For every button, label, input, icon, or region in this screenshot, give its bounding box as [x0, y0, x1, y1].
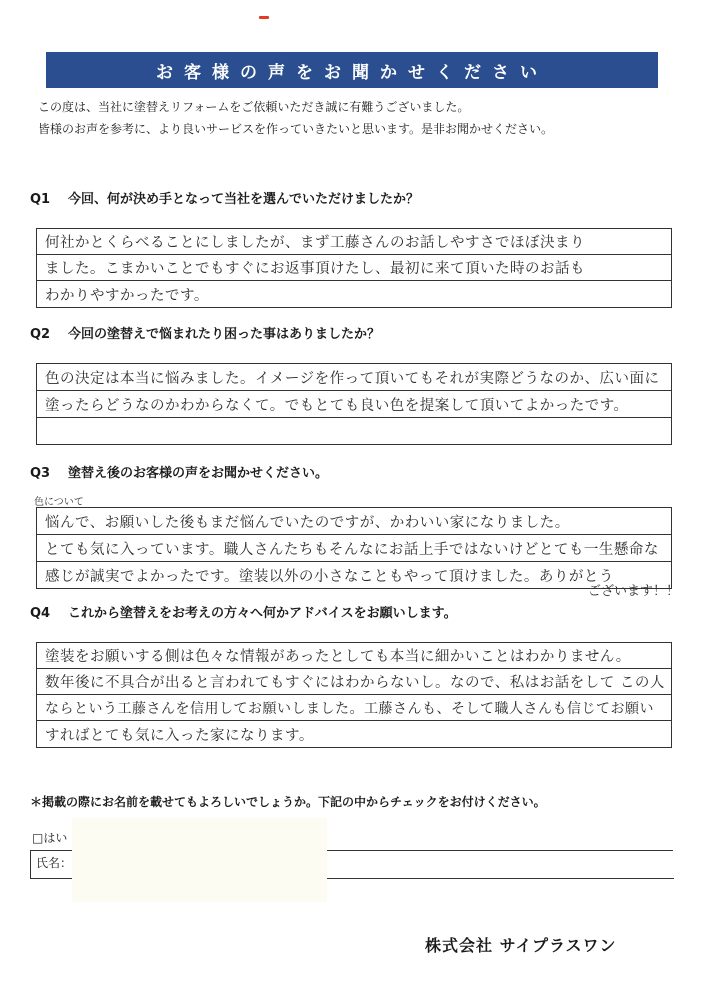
- answer-box-3: [36, 507, 672, 589]
- name-label: 氏名：: [36, 856, 73, 870]
- publication-notice: ＊掲載の際にお名前を載せてもよろしいでしょうか。下記の中からチェックをお付けください。: [30, 795, 546, 809]
- question-3: [30, 462, 328, 481]
- question-text: 今回、何が決め手となって当社を選んでいただけましたか？: [68, 192, 420, 207]
- question-2: [30, 323, 380, 342]
- answer-box-4: [36, 642, 672, 748]
- answer-row: [37, 255, 671, 281]
- page-title: お客様の声をお聞かせください: [46, 52, 658, 88]
- handwritten-note: 色について: [34, 497, 84, 508]
- handwritten-line: 塗ったらどうなのかわからなくて。でもとても良い色を提案して頂いてよかったです。: [45, 398, 629, 414]
- question-number: Q1: [30, 192, 51, 207]
- question-text: 塗替え後のお客様の声をお聞かせください。: [68, 466, 329, 481]
- answer-row: [37, 669, 671, 695]
- intro-text: [38, 96, 678, 140]
- handwritten-line: 数年後に不具合が出ると言われてもすぐにはわからないし。なので、私はお話をして この人: [45, 675, 665, 691]
- answer-row: [37, 721, 671, 747]
- question-number: Q4: [30, 606, 51, 621]
- answer-box-2: [36, 363, 672, 445]
- answer-box-1: [36, 228, 672, 308]
- handwritten-line: 何社かとくらべることにしましたが、まず工藤さんのお話しやすさでほぼ決まり: [45, 235, 585, 251]
- question-1: [30, 188, 419, 207]
- handwritten-line: すればとても気に入った家になります。: [45, 728, 314, 744]
- intro-line: この度は、当社に塗替えリフォームをご依頼いただき誠に有難うございました。: [38, 100, 470, 114]
- handwritten-trailing: ございます！！: [588, 584, 680, 599]
- handwritten-line: 色の決定は本当に悩みました。イメージを作って頂いてもそれが実際どうなのか、広い面に: [45, 371, 660, 387]
- answer-row: [37, 535, 671, 562]
- answer-row: [37, 562, 671, 588]
- answer-row: [37, 643, 671, 669]
- handwritten-line: ならという工藤さんを信用してお願いしました。工藤さんも、そして職人さんも信じてお願い: [45, 701, 654, 717]
- answer-row: [37, 281, 671, 307]
- answer-row: [37, 695, 671, 721]
- yes-checkbox[interactable]: □はい: [32, 831, 68, 845]
- handwritten-line: 感じが誠実でよかったです。塗装以外の小さなこともやって頂けました。ありがとう: [45, 569, 614, 585]
- answer-row: [37, 391, 671, 418]
- question-number: Q3: [30, 466, 51, 481]
- answer-row: [37, 418, 671, 444]
- question-number: Q2: [30, 327, 51, 342]
- handwritten-line: ました。こまかいことでもすぐにお返事頂けたし、最初に来て頂いた時のお話も: [45, 261, 585, 277]
- question-4: [30, 602, 457, 621]
- handwritten-line: 塗装をお願いする側は色々な情報があったとしても本当に細かいことはわかりません。: [45, 649, 631, 665]
- answer-row: [37, 229, 671, 255]
- handwritten-line: 悩んで、お願いした後もまだ悩んでいたのですが、かわいい家になりました。: [45, 515, 570, 531]
- question-text: これから塗替えをお考えの方々へ何かアドバイスをお願いします。: [68, 606, 457, 621]
- question-text: 今回の塗替えで悩まれたり困った事はありましたか？: [68, 327, 381, 342]
- answer-row: [37, 508, 671, 535]
- handwritten-line: とても気に入っています。職人さんたちもそんなにお話上手ではないけどとても一生懸命な: [45, 542, 659, 558]
- red-mark: [259, 16, 269, 19]
- answer-row: [37, 364, 671, 391]
- handwritten-line: わかりやすかったです。: [45, 288, 209, 304]
- intro-line: 皆様のお声を参考に、より良いサービスを作っていきたいと思います。是非お聞かせください。: [38, 122, 554, 136]
- redacted-area: [72, 818, 327, 902]
- company-name: 株式会社 サイプラスワン: [425, 936, 617, 955]
